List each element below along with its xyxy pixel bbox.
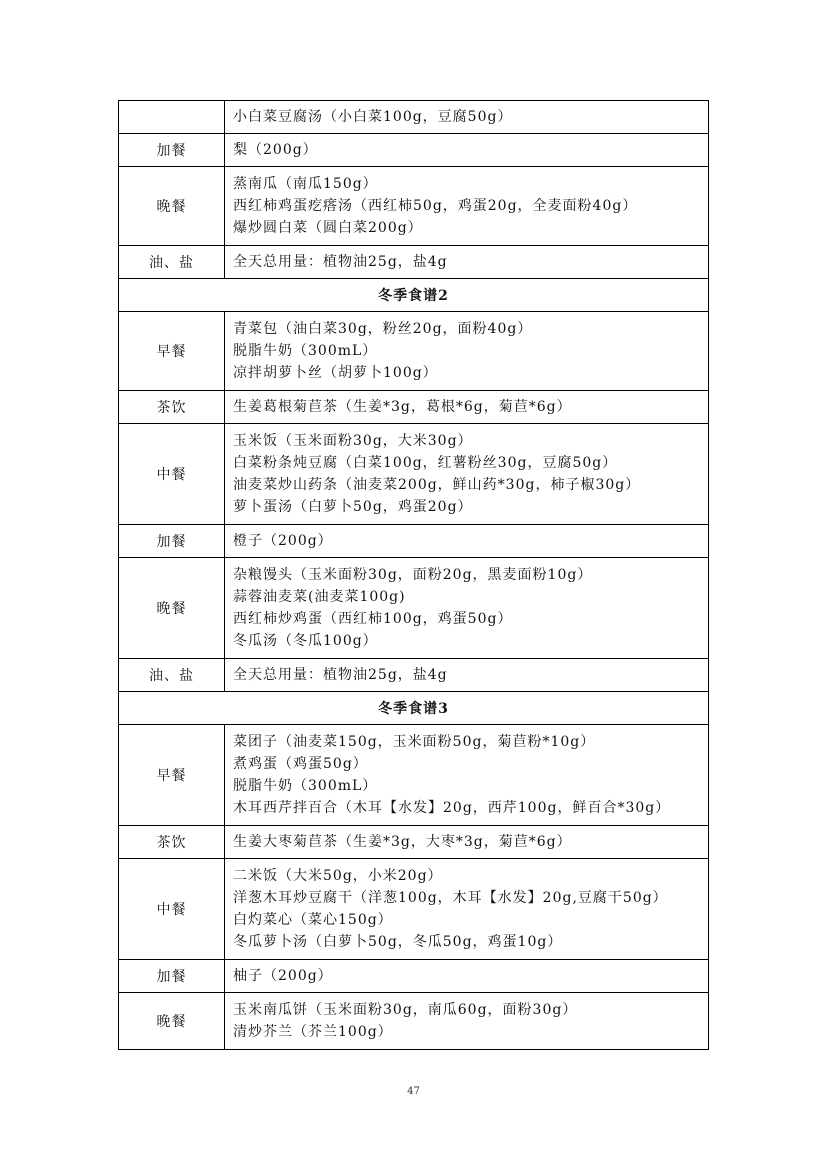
meal-label: 早餐 [119, 312, 225, 391]
dish-line: 生姜葛根菊苣茶（生姜*3g，葛根*6g，菊苣*6g） [233, 399, 572, 415]
dish-line: 清炒芥兰（芥兰100g） [233, 1024, 393, 1040]
meal-row [119, 558, 709, 659]
dish-line: 蒜蓉油麦菜(油麦菜100g) [233, 589, 406, 605]
meal-row [119, 134, 709, 167]
dish-line: 油麦菜炒山药条（油麦菜200g，鲜山药*30g，柿子椒30g） [233, 477, 641, 493]
meal-content [225, 101, 709, 134]
meal-label: 晚餐 [119, 167, 225, 246]
dish-line: 萝卜蛋汤（白萝卜50g，鸡蛋20g） [233, 499, 473, 515]
dish-line: 全天总用量：植物油25g，盐4g [233, 254, 448, 270]
meal-content [225, 558, 709, 659]
dish-line: 杂粮馒头（玉米面粉30g，面粉20g，黑麦面粉10g） [233, 567, 593, 583]
meal-label: 加餐 [119, 525, 225, 558]
dish-line: 小白菜豆腐汤（小白菜100g，豆腐50g） [233, 109, 513, 125]
meal-row [119, 424, 709, 525]
dish-line: 木耳西芹拌百合（木耳【水发】20g，西芹100g，鲜百合*30g） [233, 800, 671, 816]
meal-row [119, 391, 709, 424]
dish-line: 凉拌胡萝卜丝（胡萝卜100g） [233, 365, 438, 381]
dish-line: 煮鸡蛋（鸡蛋50g） [233, 756, 368, 772]
section-header-row [119, 279, 709, 312]
meal-row [119, 246, 709, 279]
dish-line: 青菜包（油白菜30g，粉丝20g，面粉40g） [233, 321, 533, 337]
dish-line: 生姜大枣菊苣茶（生姜*3g，大枣*3g，菊苣*6g） [233, 834, 572, 850]
meal-content [225, 246, 709, 279]
meal-content [225, 826, 709, 859]
meal-content [225, 960, 709, 993]
meal-row [119, 312, 709, 391]
dish-line: 白灼菜心（菜心150g） [233, 912, 393, 928]
meal-label: 茶饮 [119, 826, 225, 859]
meal-label: 早餐 [119, 725, 225, 826]
meal-content [225, 312, 709, 391]
meal-row [119, 826, 709, 859]
meal-content [225, 993, 709, 1050]
meal-label: 晚餐 [119, 558, 225, 659]
dish-line: 二米饭（大米50g，小米20g） [233, 868, 443, 884]
meal-label: 茶饮 [119, 391, 225, 424]
dish-line: 冬瓜萝卜汤（白萝卜50g，冬瓜50g，鸡蛋10g） [233, 934, 563, 950]
dish-line: 玉米饭（玉米面粉30g，大米30g） [233, 433, 473, 449]
meal-content [225, 391, 709, 424]
meal-content [225, 659, 709, 692]
dish-line: 全天总用量：植物油25g，盐4g [233, 667, 448, 683]
section-header-row [119, 692, 709, 725]
dish-line: 冬瓜汤（冬瓜100g） [233, 633, 378, 649]
meal-label [119, 101, 225, 134]
dish-line: 白菜粉条炖豆腐（白菜100g，红薯粉丝30g，豆腐50g） [233, 455, 618, 471]
dish-line: 脱脂牛奶（300mL） [233, 343, 378, 359]
meal-row [119, 659, 709, 692]
meal-label: 晚餐 [119, 993, 225, 1050]
dish-line: 西红柿鸡蛋疙瘩汤（西红柿50g，鸡蛋20g，全麦面粉40g） [233, 198, 638, 214]
dish-line: 梨（200g） [233, 142, 318, 158]
meal-content [225, 725, 709, 826]
meal-row [119, 993, 709, 1050]
section-title: 冬季食谱2 [119, 279, 709, 312]
dish-line: 洋葱木耳炒豆腐干（洋葱100g，木耳【水发】20g,豆腐干50g） [233, 890, 668, 906]
meal-row [119, 725, 709, 826]
meal-content [225, 424, 709, 525]
meal-row [119, 960, 709, 993]
meal-content [225, 167, 709, 246]
dish-line: 柚子（200g） [233, 968, 333, 984]
meal-content [225, 525, 709, 558]
meal-row [119, 859, 709, 960]
meal-content [225, 859, 709, 960]
meal-label: 油、盐 [119, 246, 225, 279]
meal-content [225, 134, 709, 167]
dish-line: 脱脂牛奶（300mL） [233, 778, 378, 794]
meal-label: 加餐 [119, 960, 225, 993]
meal-row [119, 525, 709, 558]
meal-label: 油、盐 [119, 659, 225, 692]
meal-label: 中餐 [119, 424, 225, 525]
meal-label: 加餐 [119, 134, 225, 167]
meal-row [119, 101, 709, 134]
section-title: 冬季食谱3 [119, 692, 709, 725]
dish-line: 橙子（200g） [233, 533, 333, 549]
menu-table [118, 100, 709, 1050]
meal-row [119, 167, 709, 246]
dish-line: 玉米南瓜饼（玉米面粉30g，南瓜60g，面粉30g） [233, 1002, 578, 1018]
menu-table-body [119, 101, 709, 1050]
dish-line: 爆炒圆白菜（圆白菜200g） [233, 220, 423, 236]
dish-line: 蒸南瓜（南瓜150g） [233, 176, 378, 192]
dish-line: 菜团子（油麦菜150g，玉米面粉50g，菊苣粉*10g） [233, 734, 596, 750]
page-number: 47 [407, 1086, 420, 1097]
meal-label: 中餐 [119, 859, 225, 960]
dish-line: 西红柿炒鸡蛋（西红柿100g，鸡蛋50g） [233, 611, 513, 627]
